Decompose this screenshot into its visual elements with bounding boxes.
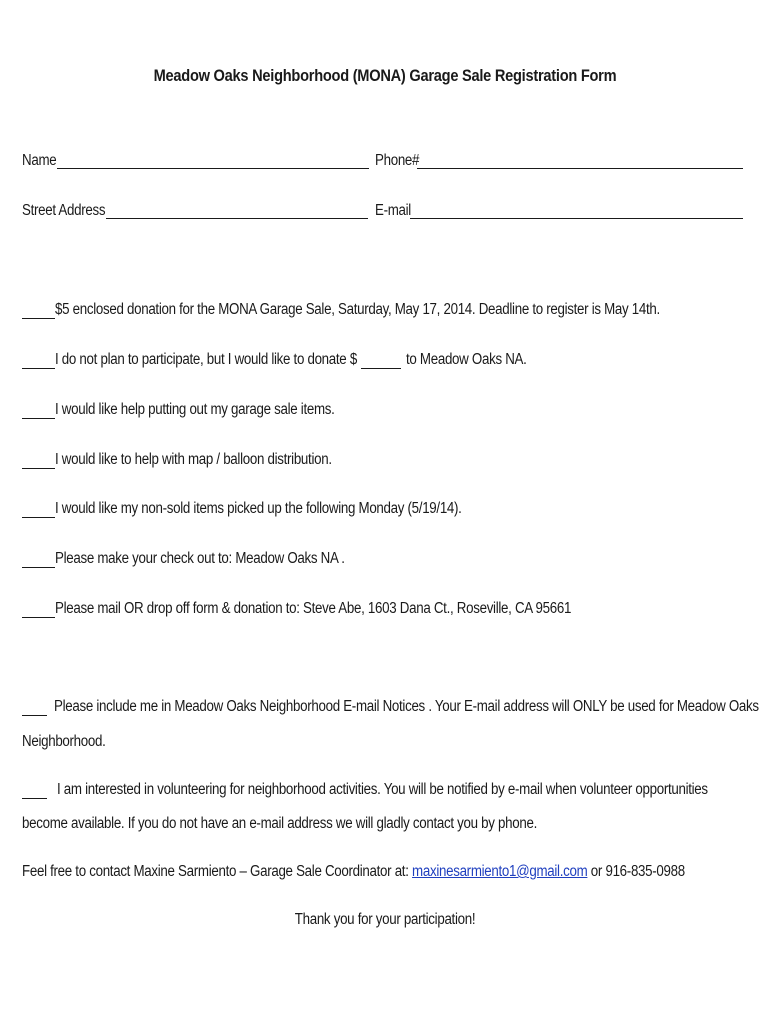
coordinator-email-link[interactable]: maxinesarmiento1@gmail.com bbox=[412, 863, 588, 880]
volunteer-line-2: become available. If you do not have an e-mail address we will gladly contact you by phone. bbox=[22, 815, 538, 832]
checkbox-blank-volunteer[interactable] bbox=[22, 798, 47, 799]
checklist-item-setup-help: I would like help putting out my garage sale items. bbox=[55, 401, 335, 418]
contact-suffix: or 916-835-0988 bbox=[590, 863, 685, 880]
checkbox-blank-donate-only[interactable] bbox=[22, 368, 55, 369]
checklist-item-donation: $5 enclosed donation for the MONA Garage Sale, Saturday, May 17, 2014. Deadline to register is May 14th. bbox=[55, 301, 660, 318]
contact-line bbox=[22, 862, 685, 882]
donate-suffix: to Meadow Oaks NA. bbox=[406, 351, 527, 368]
volunteer-line-1: I am interested in volunteering for neighborhood activities. You will be notified by e-mail when volunteer opportunities bbox=[57, 781, 708, 798]
email-notices-line-1: Please include me in Meadow Oaks Neighborhood E-mail Notices . Your E-mail address will ONLY be used for Meadow Oaks bbox=[54, 698, 759, 715]
thank-you-note: Thank you for your participation! bbox=[294, 911, 476, 928]
checklist-item-pickup: I would like my non-sold items picked up the following Monday (5/19/14). bbox=[55, 500, 462, 517]
checkbox-blank-mail[interactable] bbox=[22, 617, 55, 618]
name-label: Name bbox=[22, 152, 57, 169]
checklist-item-check: Please make your check out to: Meadow Oaks NA . bbox=[55, 550, 345, 567]
email-field[interactable] bbox=[410, 218, 743, 219]
checkbox-blank-check[interactable] bbox=[22, 567, 55, 568]
checklist-item-mail: Please mail OR drop off form & donation to: Steve Abe, 1603 Dana Ct., Roseville, CA 95661 bbox=[55, 600, 572, 617]
checkbox-blank-setup-help[interactable] bbox=[22, 418, 55, 419]
name-field[interactable] bbox=[57, 168, 369, 169]
donation-amount-field[interactable] bbox=[361, 368, 401, 369]
street-address-label: Street Address bbox=[22, 202, 106, 219]
checkbox-blank-map-balloon[interactable] bbox=[22, 468, 55, 469]
contact-prefix: Feel free to contact Maxine Sarmiento – Garage Sale Coordinator at: bbox=[22, 863, 409, 880]
checkbox-blank-email-notices[interactable] bbox=[22, 715, 47, 716]
phone-field[interactable] bbox=[417, 168, 743, 169]
email-notices-line-2: Neighborhood. bbox=[22, 733, 106, 750]
phone-label: Phone# bbox=[375, 152, 420, 169]
checklist-item-map-balloon: I would like to help with map / balloon distribution. bbox=[55, 451, 332, 468]
form-title: Meadow Oaks Neighborhood (MONA) Garage Sale Registration Form bbox=[153, 66, 617, 85]
email-label: E-mail bbox=[375, 202, 411, 219]
street-address-field[interactable] bbox=[106, 218, 368, 219]
checkbox-blank-donation[interactable] bbox=[22, 318, 55, 319]
checklist-item-donate-only: I do not plan to participate, but I would like to donate $ bbox=[55, 351, 357, 368]
checkbox-blank-pickup[interactable] bbox=[22, 517, 55, 518]
